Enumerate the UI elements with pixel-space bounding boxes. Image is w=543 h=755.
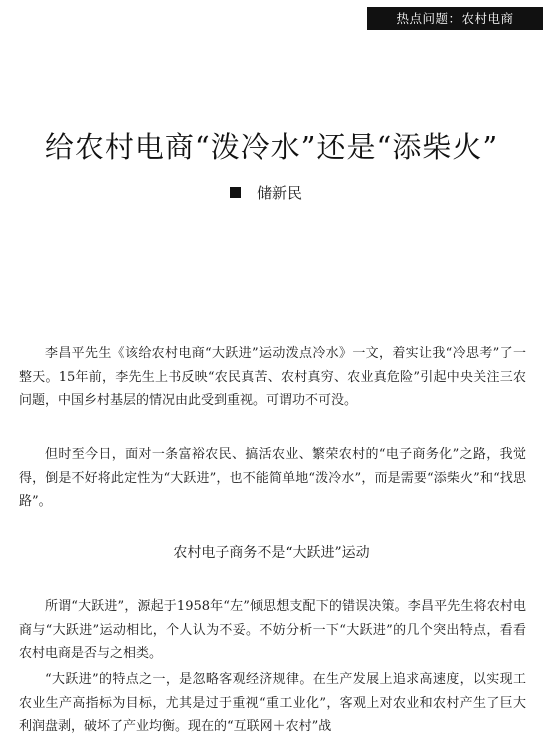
- section-tag-banner: [367, 7, 543, 30]
- section-paragraph-2: “大跃进”的特点之一，是忽略客观经济规律。在生产发展上追求高速度，以实现工农业生产高指标为目标，尤其是过于重视“重工业化”，客观上对农业和农村产生了巨大利润盘剥，破坏了产业均衡。现在的“互联网＋农村”战: [19, 672, 526, 734]
- author-name: 储新民: [257, 183, 303, 202]
- author-line: [230, 180, 302, 204]
- paragraph-2: 但时至今日，面对一条富裕农民、搞活农业、繁荣农村的“电子商务化”之路，我觉得，倒是不好将此定性为“大跃进”，也不能简单地“泼冷水”，而是需要“添柴火”和“找思路”。: [19, 447, 526, 509]
- square-bullet-icon: [230, 187, 241, 198]
- section-paragraph-1: 所谓“大跃进”，源起于1958年“左”倾思想支配下的错误决策。李昌平先生将农村电商与“大跃进”运动相比，个人认为不妥。不妨分析一下“大跃进”的几个突出特点，看看农村电商是否与之相类。: [19, 599, 526, 661]
- article-title: 给农村电商“泼冷水”还是“添柴火”: [44, 130, 499, 164]
- section-heading: 农村电子商务不是“大跃进”运动: [173, 545, 370, 561]
- paragraph-1: 李昌平先生《该给农村电商“大跃进”运动泼点冷水》一文，着实让我“冷思考”了一整天。15年前，李先生上书反映“农民真苦、农村真穷、农业真危险”引起中央关注三农问题，中国乡村基层的情况由此受到重视。可谓功不可没。: [19, 346, 526, 408]
- section-tag: 热点问题：农村电商: [396, 11, 514, 26]
